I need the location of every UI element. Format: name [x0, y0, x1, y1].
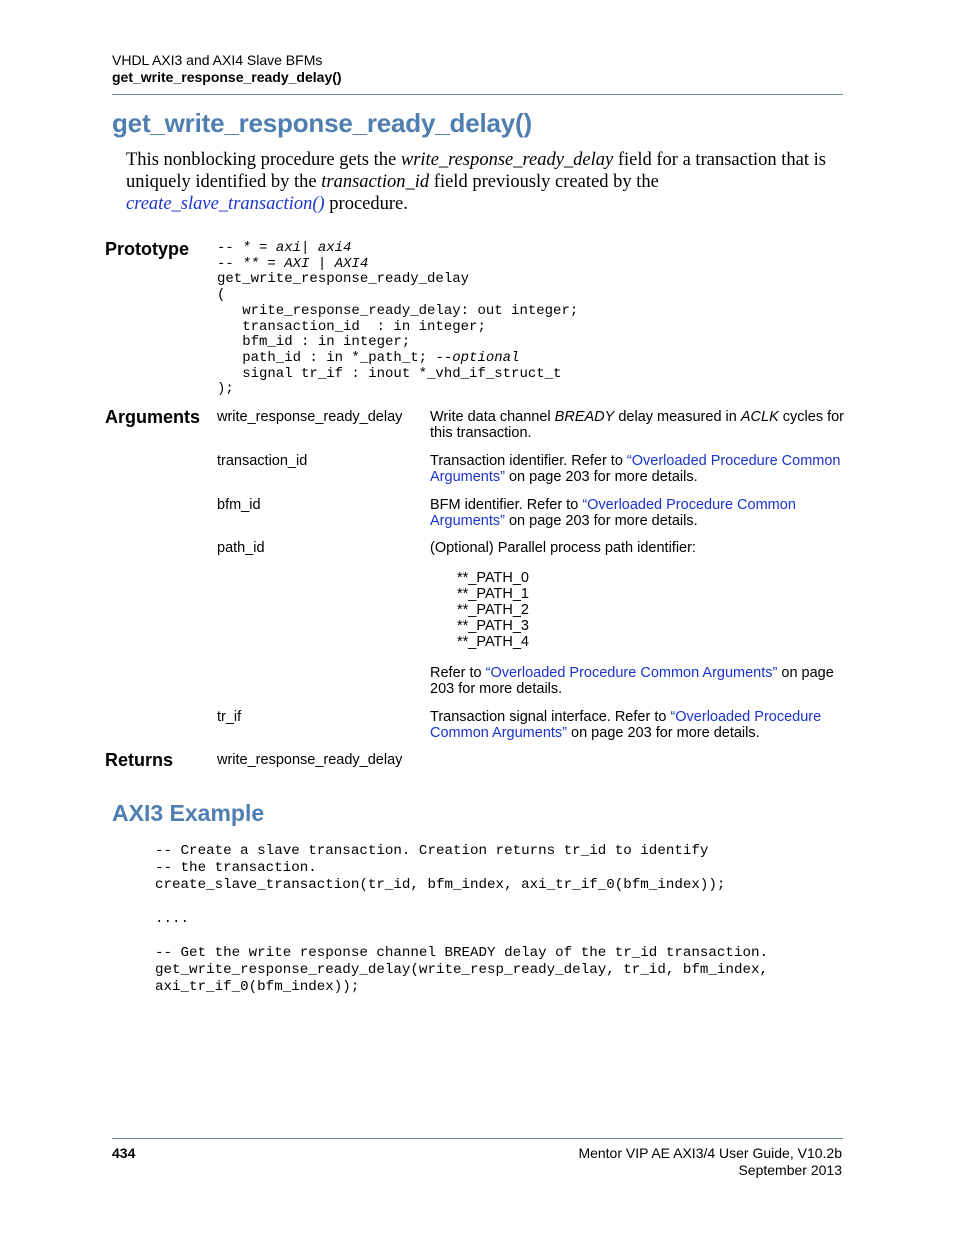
path-list: [457, 570, 855, 650]
create-slave-transaction-link[interactable]: create_slave_transaction(): [126, 194, 325, 214]
footer-rule: [112, 1138, 843, 1139]
code-paren: );: [217, 381, 234, 398]
code-line: ....: [155, 911, 190, 927]
example-code: [155, 843, 768, 996]
page-number: 434: [112, 1145, 136, 1161]
intro-text-1: This nonblocking procedure gets the: [126, 150, 401, 170]
arg-desc-text: on page 203 for more details.: [567, 725, 760, 741]
arg-desc-text: cycles for this transaction.: [430, 409, 845, 441]
code-line: get_write_response_ready_delay(write_resp_ready_delay, tr_id, bfm_index,: [155, 962, 768, 978]
arg-name: transaction_id: [217, 453, 308, 469]
arg-desc-text: delay measured in: [614, 409, 741, 425]
arg-desc-refer: [430, 665, 855, 697]
arg-desc-text: on page 203 for more details.: [504, 513, 698, 529]
arg-name: write_response_ready_delay: [217, 409, 403, 425]
arg-desc-text: Refer to: [430, 665, 486, 681]
intro-text-2: field for a transaction that is uniquely identified by the: [126, 150, 826, 192]
prototype-label: Prototype: [105, 239, 190, 259]
intro-field: write_response_ready_delay: [400, 150, 614, 170]
code-arg: signal tr_if : inout *_vhd_if_struct_t: [217, 365, 562, 382]
path-item: **_PATH_3: [457, 618, 529, 634]
intro-id: transaction_id: [321, 172, 430, 192]
arg-desc-text: Transaction signal interface. Refer to: [430, 709, 671, 725]
arg-name: path_id: [217, 540, 265, 556]
header-section: get_write_response_ready_delay(): [112, 69, 342, 85]
path-item: **_PATH_0: [457, 570, 529, 586]
overloaded-args-link[interactable]: “Overloaded Procedure Common Arguments”: [430, 497, 796, 529]
arg-desc-text: (Optional) Parallel process path identifier:: [430, 540, 696, 556]
code-comment-italic: --optional: [435, 349, 520, 366]
arg-desc-text: Write data channel: [430, 409, 555, 425]
arg-description: [430, 540, 855, 697]
returns-label: Returns: [105, 750, 174, 770]
arg-desc-signal: ACLK: [740, 409, 779, 425]
footer-info: [578, 1145, 842, 1179]
returns-value: write_response_ready_delay: [217, 752, 403, 768]
code-arg: transaction_id : in integer;: [217, 318, 486, 335]
header-rule: [112, 94, 843, 95]
code-comment: --: [217, 240, 243, 256]
arg-desc-text: BFM identifier. Refer to: [430, 497, 583, 513]
overloaded-args-link[interactable]: “Overloaded Procedure Common Arguments”: [430, 709, 822, 741]
overloaded-args-link[interactable]: “Overloaded Procedure Common Arguments”: [485, 665, 778, 681]
page-title: get_write_response_ready_delay(): [112, 108, 532, 138]
overloaded-args-link[interactable]: “Overloaded Procedure Common Arguments”: [430, 453, 841, 485]
prototype-code: [217, 241, 578, 398]
footer-date: September 2013: [738, 1162, 842, 1178]
arg-description: [430, 709, 855, 741]
arg-description: [430, 497, 855, 529]
arg-name: bfm_id: [217, 497, 261, 513]
code-arg: bfm_id : in integer;: [217, 334, 411, 351]
arg-desc-signal: BREADY: [554, 409, 615, 425]
code-comment-italic: * = axi| axi4: [242, 240, 352, 256]
path-item: **_PATH_2: [457, 602, 529, 618]
code-arg: write_response_ready_delay: out integer;: [217, 302, 579, 319]
arg-name: tr_if: [217, 709, 242, 725]
footer-guide-title: Mentor VIP AE AXI3/4 User Guide, V10.2b: [578, 1145, 842, 1161]
code-line: -- Create a slave transaction. Creation returns tr_id to identify: [155, 843, 709, 859]
arg-description: [430, 409, 855, 441]
code-procedure-name: get_write_response_ready_delay: [217, 271, 470, 288]
path-item: **_PATH_4: [457, 634, 529, 650]
code-line: axi_tr_if_0(bfm_index));: [155, 979, 360, 995]
arg-desc-text: on page 203 for more details.: [504, 469, 698, 485]
code-comment-italic: ** = AXI | AXI4: [242, 255, 369, 272]
arg-desc-text: on page 203 for more details.: [430, 665, 834, 697]
code-paren: (: [217, 287, 226, 304]
code-line: create_slave_transaction(tr_id, bfm_index, axi_tr_if_0(bfm_index));: [155, 877, 726, 893]
running-header: [112, 52, 843, 86]
code-comment: --: [217, 255, 243, 272]
arg-desc-text: Transaction identifier. Refer to: [430, 453, 627, 469]
arguments-label: Arguments: [105, 407, 201, 427]
code-line: -- the transaction.: [155, 860, 317, 876]
intro-text-4: procedure.: [324, 194, 408, 214]
example-title: AXI3 Example: [112, 800, 265, 826]
intro-paragraph: [126, 149, 846, 215]
code-line: -- Get the write response channel BREADY delay of the tr_id transaction.: [155, 945, 768, 961]
code-arg: path_id : in *_path_t;: [217, 349, 436, 366]
intro-text-3: field previously created by the: [429, 172, 659, 192]
path-item: **_PATH_1: [457, 586, 529, 602]
arg-description: [430, 453, 855, 485]
header-chapter: VHDL AXI3 and AXI4 Slave BFMs: [112, 52, 323, 68]
